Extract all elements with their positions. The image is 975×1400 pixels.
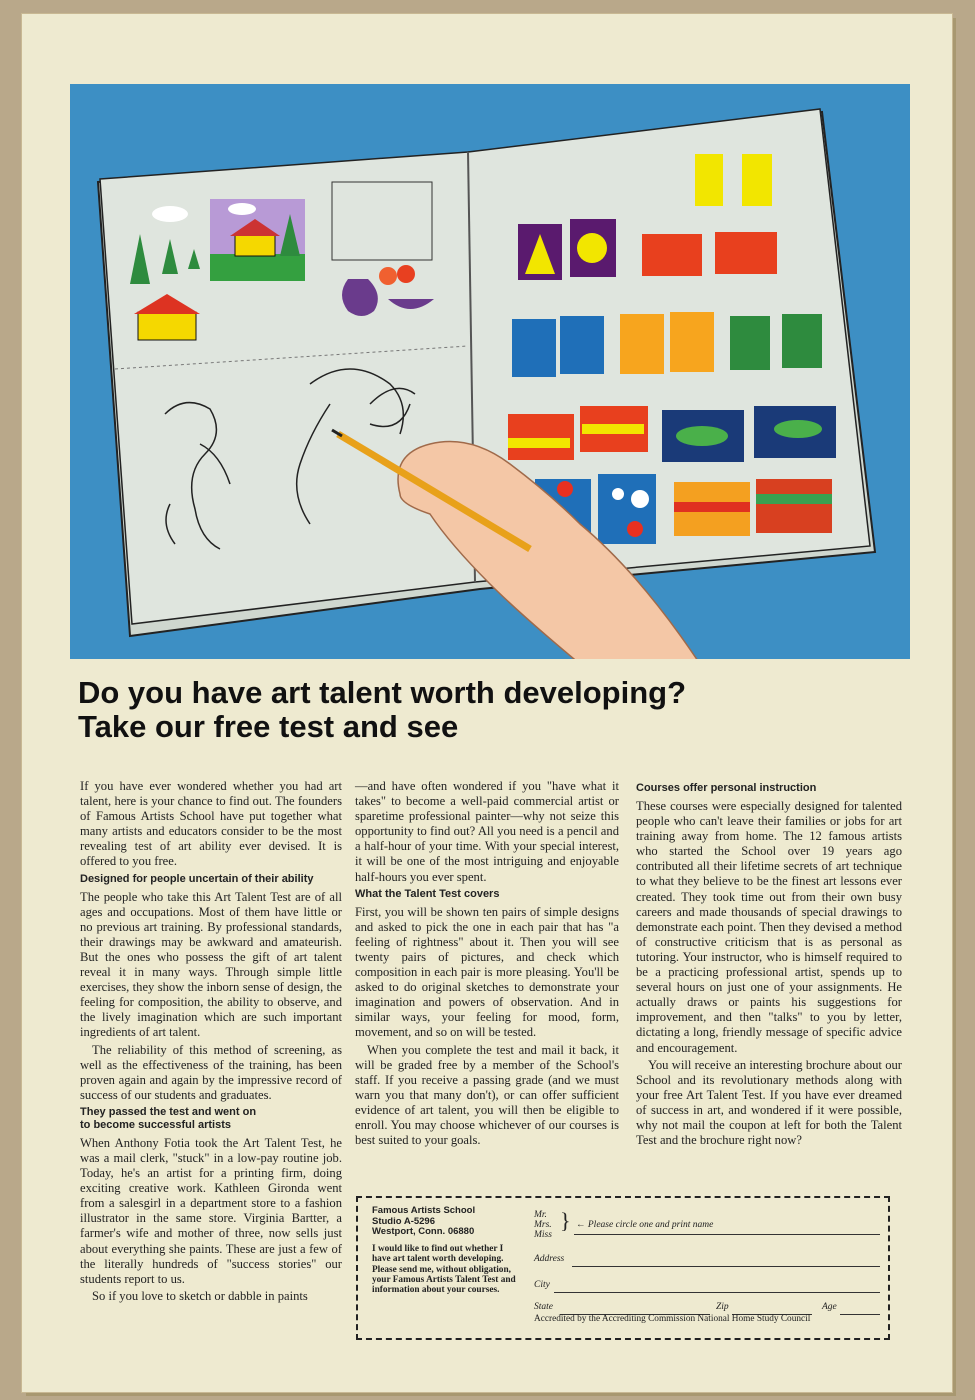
text-column-2 [355, 779, 619, 1150]
headline-line-2: Take our free test and see [78, 709, 459, 744]
accreditation-note: Accredited by the Accrediting Commission National Home Study Council [534, 1314, 811, 1324]
brace-icon: } [560, 1208, 571, 1233]
school-city: Westport, Conn. 06880 [372, 1226, 475, 1238]
title-mrs[interactable]: Mrs. [534, 1220, 552, 1230]
text-column-3 [636, 779, 902, 1150]
subheading: Designed for people uncertain of their ability [80, 872, 314, 885]
subheading-line-2: to become successful artists [80, 1118, 232, 1131]
school-name: Famous Artists School [372, 1205, 476, 1216]
headline-line-1: Do you have art talent worth developing? [78, 675, 687, 710]
state-label: State [534, 1302, 553, 1312]
city-label: City [534, 1280, 550, 1290]
coupon-request-text: I would like to find out whether I have art talent worth developing. Please send me, without obligation, your Famous Artists Talent Test and information about your courses. [372, 1243, 516, 1296]
paragraph: So if you love to sketch or dabble in paints [92, 1288, 308, 1303]
booklet-illustration [70, 84, 910, 659]
address-label: Address [534, 1254, 565, 1264]
paragraph: First, you will be shown ten pairs of simple designs and asked to pick the one in each pair that has "a feeling of rightness" about it. Then you will see twenty pairs of pictures, and check which composition in each pair is more pleasing. You'll be asked to do original sketches to demonstrate your imagination and powers of observation. And in similar ways, your feeling for mood, form, movement, and so on will be tested. [355, 904, 619, 1040]
paragraph: The reliability of this method of screening, as well as the effectiveness of the training, has been proven again and again by the impressive record of success of our students and graduates. [80, 1042, 342, 1102]
paragraph: These courses were especially designed for talented people who can't leave their families or jobs for art training away from home. The 12 famous artists who started the School over 19 years ago contributed all their lifetime secrets of art technique to what they believe to be the finest art lessons ever created. They took time out from their own busy careers and made thousands of special drawings to demonstrate each point. Then they devised a method of constructive criticism that is as personal as tutoring. Your instructor, who is himself required to be a practicing professional artist, spends up to several hours on just one of your assignments. He actually draws or paints his suggestions for improvement, and then "talks" to you by letter, dictating a long, friendly message of specific advice and encouragement. [636, 799, 902, 1055]
studio-code: Studio A-5296 [372, 1215, 435, 1227]
paragraph: If you have ever wondered whether you had art talent, here is your chance to find out. The founders of Famous Artists School have put together what many artists and educators consider to be the most revealing test of art ability ever devised. It is offered to you free. [80, 779, 342, 869]
coupon-address-block [372, 1206, 518, 1296]
city-field[interactable] [554, 1292, 880, 1293]
name-field[interactable] [574, 1234, 880, 1235]
circle-note: ← Please circle one and print name [576, 1220, 714, 1230]
paragraph: When Anthony Fotia took the Art Talent Test, he was a mail clerk, "stuck" in a low-pay routine job. Today, he's an artist for a printing firm, doing exciting creative work. Kathleen Gironda went from a salesgirl in a department store to a fashion illustrator in the same store. Virginia Bartter, a farmer's wife and mother of three, now sells just about everything she paints. These are just a few of the literally hundreds of "success stories" our students report to us. [80, 1135, 342, 1286]
age-label: Age [822, 1302, 837, 1312]
paragraph: You will receive an interesting brochure about our School and its revolutionary methods along with your free Art Talent Test. If you have ever dreamed of success in art, and wondered if it were possible, why not mail the coupon at left for both the Talent Test and the brochure right now? [636, 1057, 902, 1148]
headline [78, 676, 938, 744]
zip-label: Zip [716, 1302, 729, 1312]
mail-coupon [356, 1196, 890, 1340]
age-field[interactable] [840, 1314, 880, 1315]
title-miss[interactable]: Miss [534, 1230, 552, 1240]
address-field[interactable] [572, 1266, 880, 1267]
paragraph: When you complete the test and mail it back, it will be graded free by a member of the School's staff. If you receive a passing grade (and we must warn you that many don't), or can offer sufficient evidence of art talent, you will then be eligible to enroll. You may choose whichever of our courses is best suited to your goals. [355, 1042, 619, 1148]
paragraph: —and have often wondered if you "have what it takes" to become a well-paid commercial artist or sparetime professional painter—why not seize this opportunity to find out? All you need is a pencil and a half-hour of your time. With your special interest, it will be one of the most intriguing and enjoyable half-hours you ever spent. [355, 779, 619, 884]
subheading: What the Talent Test covers [355, 887, 500, 900]
paragraph: The people who take this Art Talent Test are of all ages and occupations. Most of them have little or no previous art training. By professional standards, their drawings may be awkward and amateurish. But the ones who possess the gift of art talent reveal it in many ways. Through simple little exercises, they show the inborn sense of design, the feeling for composition, the ability to observe, and the lively imagination which are such important ingredients of art talent. [80, 889, 342, 1040]
subheading [80, 1106, 342, 1132]
subheading-line-1: They passed the test and went on [80, 1105, 257, 1118]
text-column-1 [80, 779, 342, 1306]
booklet-drawing [70, 84, 910, 659]
title-mr[interactable]: Mr. [534, 1210, 547, 1220]
subheading: Courses offer personal instruction [636, 782, 817, 794]
magazine-page [22, 14, 952, 1392]
